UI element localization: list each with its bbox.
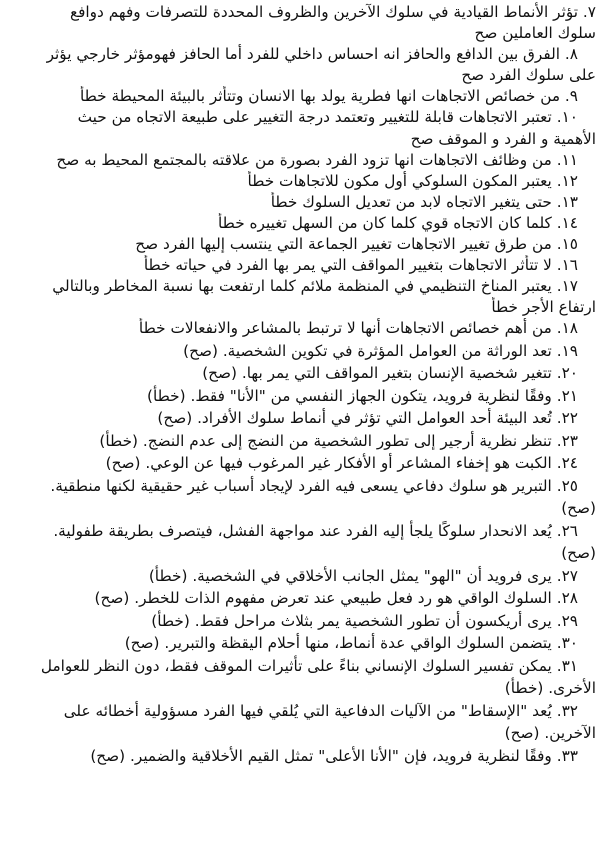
item-text: يُعد "الإسقاط" من الآليات الدفاعية التي يُلقي فيها الفرد مسؤولية أخطائه على xyxy=(63,701,552,720)
item-number: ٣٠. xyxy=(556,634,578,652)
item-text: من وظائف الاتجاهات انها تزود الفرد بصورة من علاقته بالمجتمع المحيط به صح xyxy=(56,150,552,169)
list-item-11 xyxy=(8,150,596,171)
list-item-32-continuation xyxy=(8,722,596,745)
item-number: ٢١. xyxy=(556,386,578,405)
item-number: ١٣. xyxy=(556,192,578,211)
item-text: من أهم خصائص الاتجاهات أنها لا ترتبط بالمشاعر والانفعالات خطأ xyxy=(138,319,552,338)
item-number: ١٦. xyxy=(556,256,578,275)
item-text: تتغير شخصية الإنسان بتغير المواقف التي يمر بها. xyxy=(241,364,552,382)
list-item-26 xyxy=(8,520,596,543)
list-item-25-continuation xyxy=(8,497,596,520)
answer-verdict: (خطأ) xyxy=(147,386,186,405)
item-number: ١١. xyxy=(556,150,578,169)
item-number: ٢٢. xyxy=(556,409,578,427)
list-item-26-continuation xyxy=(8,542,596,565)
list-item-7-continuation xyxy=(8,23,596,44)
item-text: وفقًا لنظرية فرويد، يتكون الجهاز النفسي من "الأنا" فقط. xyxy=(190,386,552,405)
item-number: ٢٥. xyxy=(556,476,578,495)
answer-verdict: (صح) xyxy=(561,499,596,517)
item-text: يتضمن السلوك الواقي عدة أنماط، منها أحلام اليقظة والتبرير. xyxy=(164,634,552,652)
item-number: ٨. xyxy=(564,45,578,64)
item-text: التبرير هو سلوك دفاعي يسعى فيه الفرد لإيجاد أسباب غير حقيقية لكنها منطقية. xyxy=(50,476,552,495)
item-number: ٢٩. xyxy=(556,611,578,630)
item-text: تؤثر الأنماط القيادية في سلوك الآخرين والظروف المحددة للتصرفات وفهم دوافع xyxy=(69,3,579,21)
answer-verdict: (صح) xyxy=(90,746,126,765)
item-number: ١٩. xyxy=(556,341,578,360)
list-item-17 xyxy=(8,276,596,297)
list-item-22 xyxy=(8,407,596,430)
item-text: تعد الوراثة من العوامل المؤثرة في تكوين الشخصية. xyxy=(222,341,552,360)
item-number: ٢٣. xyxy=(556,431,578,450)
item-text: يعتبر المناخ التنظيمي في المنظمة ملائم كلما ارتفعت بها نسبة المخاطر وبالتالي xyxy=(52,277,552,296)
list-item-13 xyxy=(8,192,596,213)
list-item-9 xyxy=(8,86,596,107)
item-text: من طرق تغيير الاتجاهات تغيير الجماعة التي ينتسب إليها الفرد صح xyxy=(135,235,552,254)
item-text: الكبت هو إخفاء المشاعر أو الأفكار غير المرغوب فيها عن الوعي. xyxy=(145,454,552,472)
answer-verdict: (صح) xyxy=(561,544,596,562)
list-item-33 xyxy=(8,745,596,768)
list-item-28 xyxy=(8,587,596,610)
answer-verdict: (صح) xyxy=(124,634,160,652)
item-number: ١٤. xyxy=(556,213,578,232)
item-number: ٢٦. xyxy=(556,521,578,540)
list-item-29 xyxy=(8,610,596,633)
answer-verdict: (صح) xyxy=(94,589,130,607)
item-text: تنظر نظرية أرجير إلى تطور الشخصية من النضج إلى عدم النضج. xyxy=(142,431,552,450)
item-number: ٣٢. xyxy=(556,701,578,720)
list-item-12 xyxy=(8,171,596,192)
list-item-32 xyxy=(8,700,596,723)
item-text: تُعد البيئة أحد العوامل التي تؤثر في أنماط سلوك الأفراد. xyxy=(197,409,552,427)
item-number: ٢٠. xyxy=(556,364,578,382)
item-text: حتى يتغير الاتجاه لابد من تعديل السلوك خطأ xyxy=(270,192,552,211)
item-text: تعتبر الاتجاهات قابلة للتغيير وتعتمد درجة التغيير على طبيعة الاتجاه من حيث xyxy=(77,108,552,127)
item-number: ٧. xyxy=(582,3,596,21)
list-item-19 xyxy=(8,340,596,363)
item-number: ١٢. xyxy=(556,171,578,190)
list-item-21 xyxy=(8,385,596,408)
item-number: ١٧. xyxy=(556,277,578,296)
item-number: ٢٧. xyxy=(556,566,578,585)
item-text: وفقًا لنظرية فرويد، فإن "الأنا الأعلى" تمثل القيم الأخلاقية والضمير. xyxy=(130,746,552,765)
item-number: ٢٨. xyxy=(556,589,578,607)
list-item-25 xyxy=(8,475,596,498)
item-text: يمكن تفسير السلوك الإنساني بناءً على تأثيرات الموقف فقط، دون النظر للعوامل xyxy=(40,656,552,675)
item-text: يعتبر المكون السلوكي أول مكون للاتجاهات خطأ xyxy=(247,171,552,190)
item-text: ارتفاع الأجر خطأ xyxy=(491,298,596,317)
answer-verdict: (خطأ) xyxy=(99,431,138,450)
item-text: يرى فرويد أن "الهو" يمثل الجانب الأخلاقي في الشخصية. xyxy=(192,566,552,585)
answer-verdict: (خطأ) xyxy=(151,611,190,630)
list-item-31-continuation xyxy=(8,677,596,700)
item-text: من خصائص الاتجاهات انها فطرية يولد بها الانسان وتتأثر بالبيئة المحيطة خطأ xyxy=(79,87,561,106)
item-text: كلما كان الاتجاه قوي كلما كان من السهل تغييره خطأ xyxy=(218,213,552,232)
answer-verdict: (صح) xyxy=(183,341,218,360)
list-item-8-continuation xyxy=(8,65,596,86)
list-item-7 xyxy=(8,2,596,23)
item-number: ٢٤. xyxy=(556,454,578,472)
list-item-8 xyxy=(8,44,596,65)
list-item-14 xyxy=(8,213,596,234)
item-text: السلوك الواقي هو رد فعل طبيعي عند تعرض مفهوم الذات للخطر. xyxy=(134,589,552,607)
item-number: ٩. xyxy=(564,87,578,106)
answer-verdict: (صح) xyxy=(504,724,540,742)
list-item-17-continuation xyxy=(8,297,596,318)
answer-verdict: (خطأ) xyxy=(148,566,188,585)
item-text: الفرق بين الدافع والحافز انه احساس داخلي للفرد أما الحافز فهومؤثر خارجي يؤثر xyxy=(46,45,561,64)
list-item-15 xyxy=(8,234,596,255)
item-text: يُعد الانحدار سلوكًا يلجأ إليه الفرد عند مواجهة الفشل، فيتصرف بطريقة طفولية. xyxy=(53,521,552,540)
item-text: الأهمية و الفرد و الموقف صح xyxy=(410,129,596,148)
list-item-23 xyxy=(8,430,596,453)
answer-verdict: (خطأ) xyxy=(504,679,544,697)
list-item-24 xyxy=(8,452,596,475)
list-item-10-continuation xyxy=(8,129,596,150)
item-text: على سلوك الفرد صح xyxy=(461,66,596,85)
list-item-31 xyxy=(8,655,596,678)
item-number: ١٥. xyxy=(556,235,578,254)
list-item-10 xyxy=(8,107,596,128)
list-item-16 xyxy=(8,255,596,276)
item-number: ١٨. xyxy=(556,319,578,338)
item-number: ١٠. xyxy=(556,108,578,127)
item-text: سلوك العاملين صح xyxy=(474,24,596,43)
item-text: الآخرين. xyxy=(544,724,596,742)
list-item-18 xyxy=(8,318,596,339)
answer-verdict: (صح) xyxy=(105,454,141,472)
item-text: يرى أريكسون أن تطور الشخصية يمر بثلاث مراحل فقط. xyxy=(194,611,552,630)
item-number: ٣٣. xyxy=(556,746,578,765)
item-text: لا تتأثر الاتجاهات بتغيير المواقف التي يمر بها الفرد في حياته خطأ xyxy=(143,256,552,275)
answer-verdict: (صح) xyxy=(202,364,238,382)
list-item-20 xyxy=(8,362,596,385)
list-item-30 xyxy=(8,632,596,655)
answer-verdict: (صح) xyxy=(157,409,193,427)
item-text: الأخرى. xyxy=(548,679,596,697)
item-number: ٣١. xyxy=(556,656,578,675)
list-item-27 xyxy=(8,565,596,588)
